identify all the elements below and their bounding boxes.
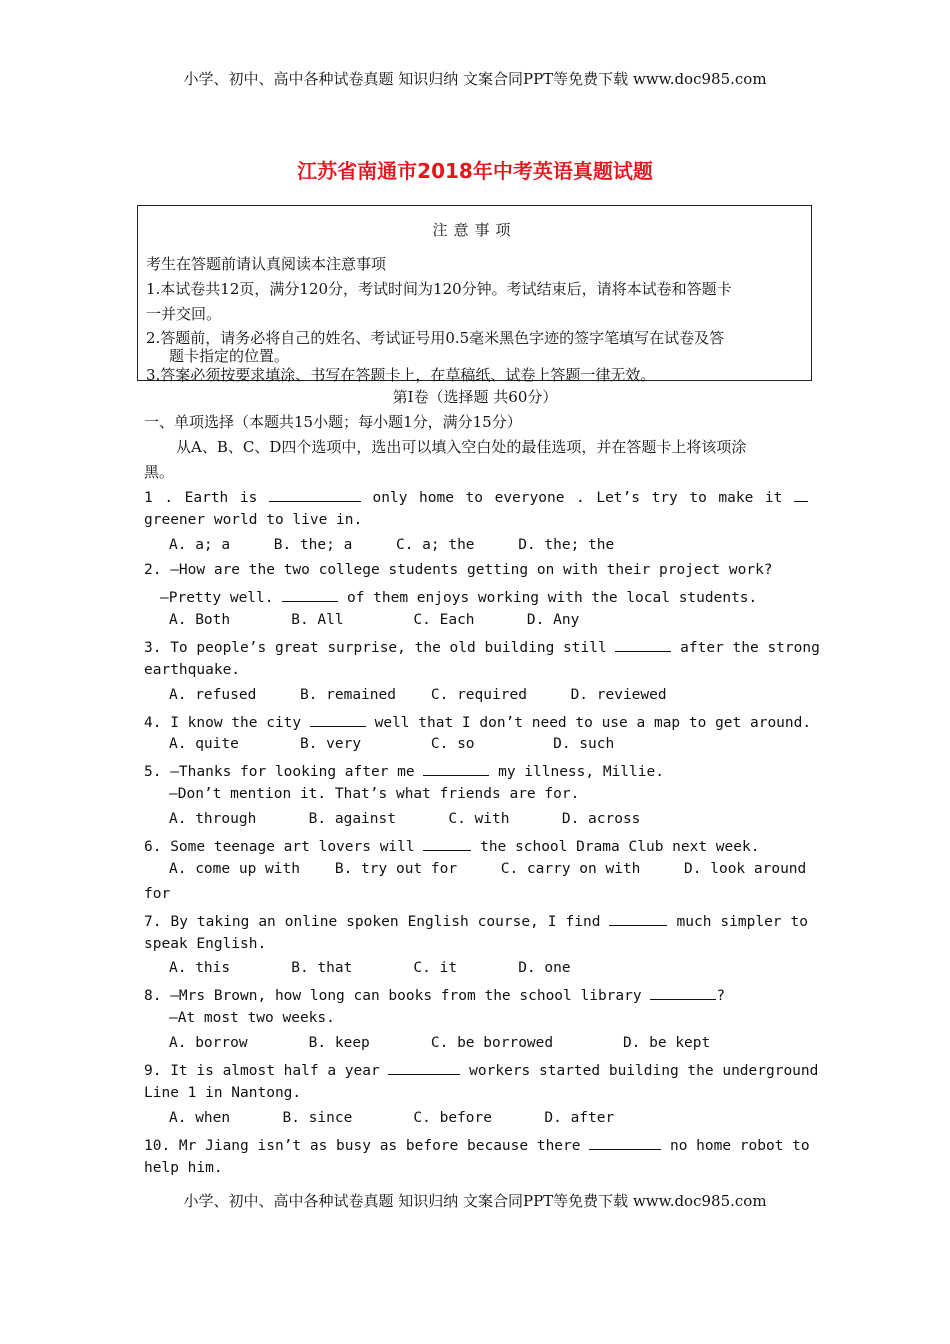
notice-line: 考生在答题前请认真阅读本注意事项 [146, 255, 387, 273]
q8-text: ? [716, 988, 726, 1004]
q4-options: A. quite B. very C. so D. such [169, 736, 615, 752]
answer-blank [282, 587, 338, 602]
q2-text: 2. —How are the two college students getting on with their project work? [144, 562, 773, 578]
question-8-line [144, 985, 808, 1004]
q9-text: 9. It is almost half a year [144, 1063, 380, 1079]
answer-blank [650, 985, 716, 1000]
q1-text: 1 . Earth is [144, 490, 258, 506]
question-1-line [144, 487, 808, 506]
q1-text: only home to everyone . Let’s try to make it [372, 490, 783, 506]
q6-text: the school Drama Club next week. [480, 839, 760, 855]
q1-options: A. a; a B. the; a C. a; the D. the; the [169, 537, 615, 553]
question-5-line [144, 761, 808, 780]
q7-text: much simpler to [676, 914, 809, 930]
q10-text: 10. Mr Jiang isn’t as busy as before because there [144, 1138, 581, 1154]
notice-heading: 注意事项 [432, 221, 517, 239]
q9-text: Line 1 in Nantong. [144, 1085, 302, 1101]
q6-options: A. come up with B. try out for C. carry on with D. look around [169, 861, 807, 877]
question-9-line [144, 1060, 819, 1079]
answer-blank [310, 712, 366, 727]
answer-blank [423, 836, 471, 851]
q5-text: —Don’t mention it. That’s what friends are for. [169, 786, 580, 802]
answer-blank [609, 911, 667, 926]
q3-text: earthquake. [144, 662, 241, 678]
answer-blank [269, 487, 361, 502]
q5-text: 5. —Thanks for looking after me [144, 764, 415, 780]
notice-line: 题卡指定的位置。 [169, 347, 290, 365]
q8-options: A. borrow B. keep C. be borrowed D. be kept [169, 1035, 711, 1051]
question-7-line [144, 911, 808, 930]
notice-line: 一并交回。 [146, 305, 222, 323]
q6-text: for [144, 886, 171, 902]
question-6-line [144, 836, 808, 855]
answer-blank [794, 487, 808, 502]
question-3-line [144, 637, 820, 656]
q1-text: greener world to live in. [144, 512, 363, 528]
instruction-line: 黑。 [144, 463, 175, 481]
q7-text: 7. By taking an online spoken English course, I find [144, 914, 601, 930]
instruction-line: 从A、B、C、D四个选项中，选出可以填入空白处的最佳选项，并在答题卡上将该项涂 [176, 438, 747, 456]
q3-text: 3. To people’s great surprise, the old building still [144, 640, 607, 656]
q2-options: A. Both B. All C. Each D. Any [169, 612, 580, 628]
part-heading: 一、单项选择（本题共15小题；每小题1分，满分15分） [144, 413, 522, 431]
answer-blank [423, 761, 489, 776]
notice-line: 3.答案必须按要求填涂、书写在答题卡上，在草稿纸、试卷上答题一律无效。 [146, 366, 656, 384]
q6-text: 6. Some teenage art lovers will [144, 839, 415, 855]
exam-title: 江苏省南通市2018年中考英语真题试题 [297, 159, 653, 183]
answer-blank [615, 637, 671, 652]
answer-blank [388, 1060, 460, 1075]
q7-text: speak English. [144, 936, 267, 952]
q5-options: A. through B. against C. with D. across [169, 811, 641, 827]
notice-line: 2.答题前，请务必将自己的姓名、考试证号用0.5毫米黑色字迹的签字笔填写在试卷及答 [146, 329, 725, 347]
q9-text: workers started building the underground [469, 1063, 819, 1079]
q2-text: of them enjoys working with the local students. [346, 590, 758, 606]
q10-text: no home robot to [669, 1138, 810, 1154]
question-4-line [144, 712, 812, 731]
q5-text: my illness, Millie. [498, 764, 664, 780]
q4-text: 4. I know the city [144, 715, 302, 731]
q8-text: —At most two weeks. [169, 1010, 335, 1026]
notice-line: 1.本试卷共12页，满分120分，考试时间为120分钟。考试结束后，请将本试卷和答题卡 [146, 280, 732, 298]
q8-text: 8. —Mrs Brown, how long can books from the school library [144, 988, 642, 1004]
notice-box [137, 205, 812, 384]
q10-text: help him. [144, 1160, 223, 1176]
question-10-line [144, 1135, 808, 1154]
q4-text: well that I don’t need to use a map to get around. [374, 715, 812, 731]
page-footer: 小学、初中、高中各种试卷真题 知识归纳 文案合同PPT等免费下载 www.doc985.com [183, 1192, 767, 1210]
section-title: 第Ⅰ卷（选择题 共60分） [392, 388, 558, 406]
q2-text: —Pretty well. [160, 590, 274, 606]
q3-text: after the strong [680, 640, 820, 656]
page-header: 小学、初中、高中各种试卷真题 知识归纳 文案合同PPT等免费下载 www.doc985.com [183, 70, 767, 88]
q3-options: A. refused B. remained C. required D. reviewed [169, 687, 667, 703]
answer-blank [589, 1135, 661, 1150]
q7-options: A. this B. that C. it D. one [169, 960, 571, 976]
question-2-reply [160, 587, 824, 606]
q9-options: A. when B. since C. before D. after [169, 1110, 615, 1126]
